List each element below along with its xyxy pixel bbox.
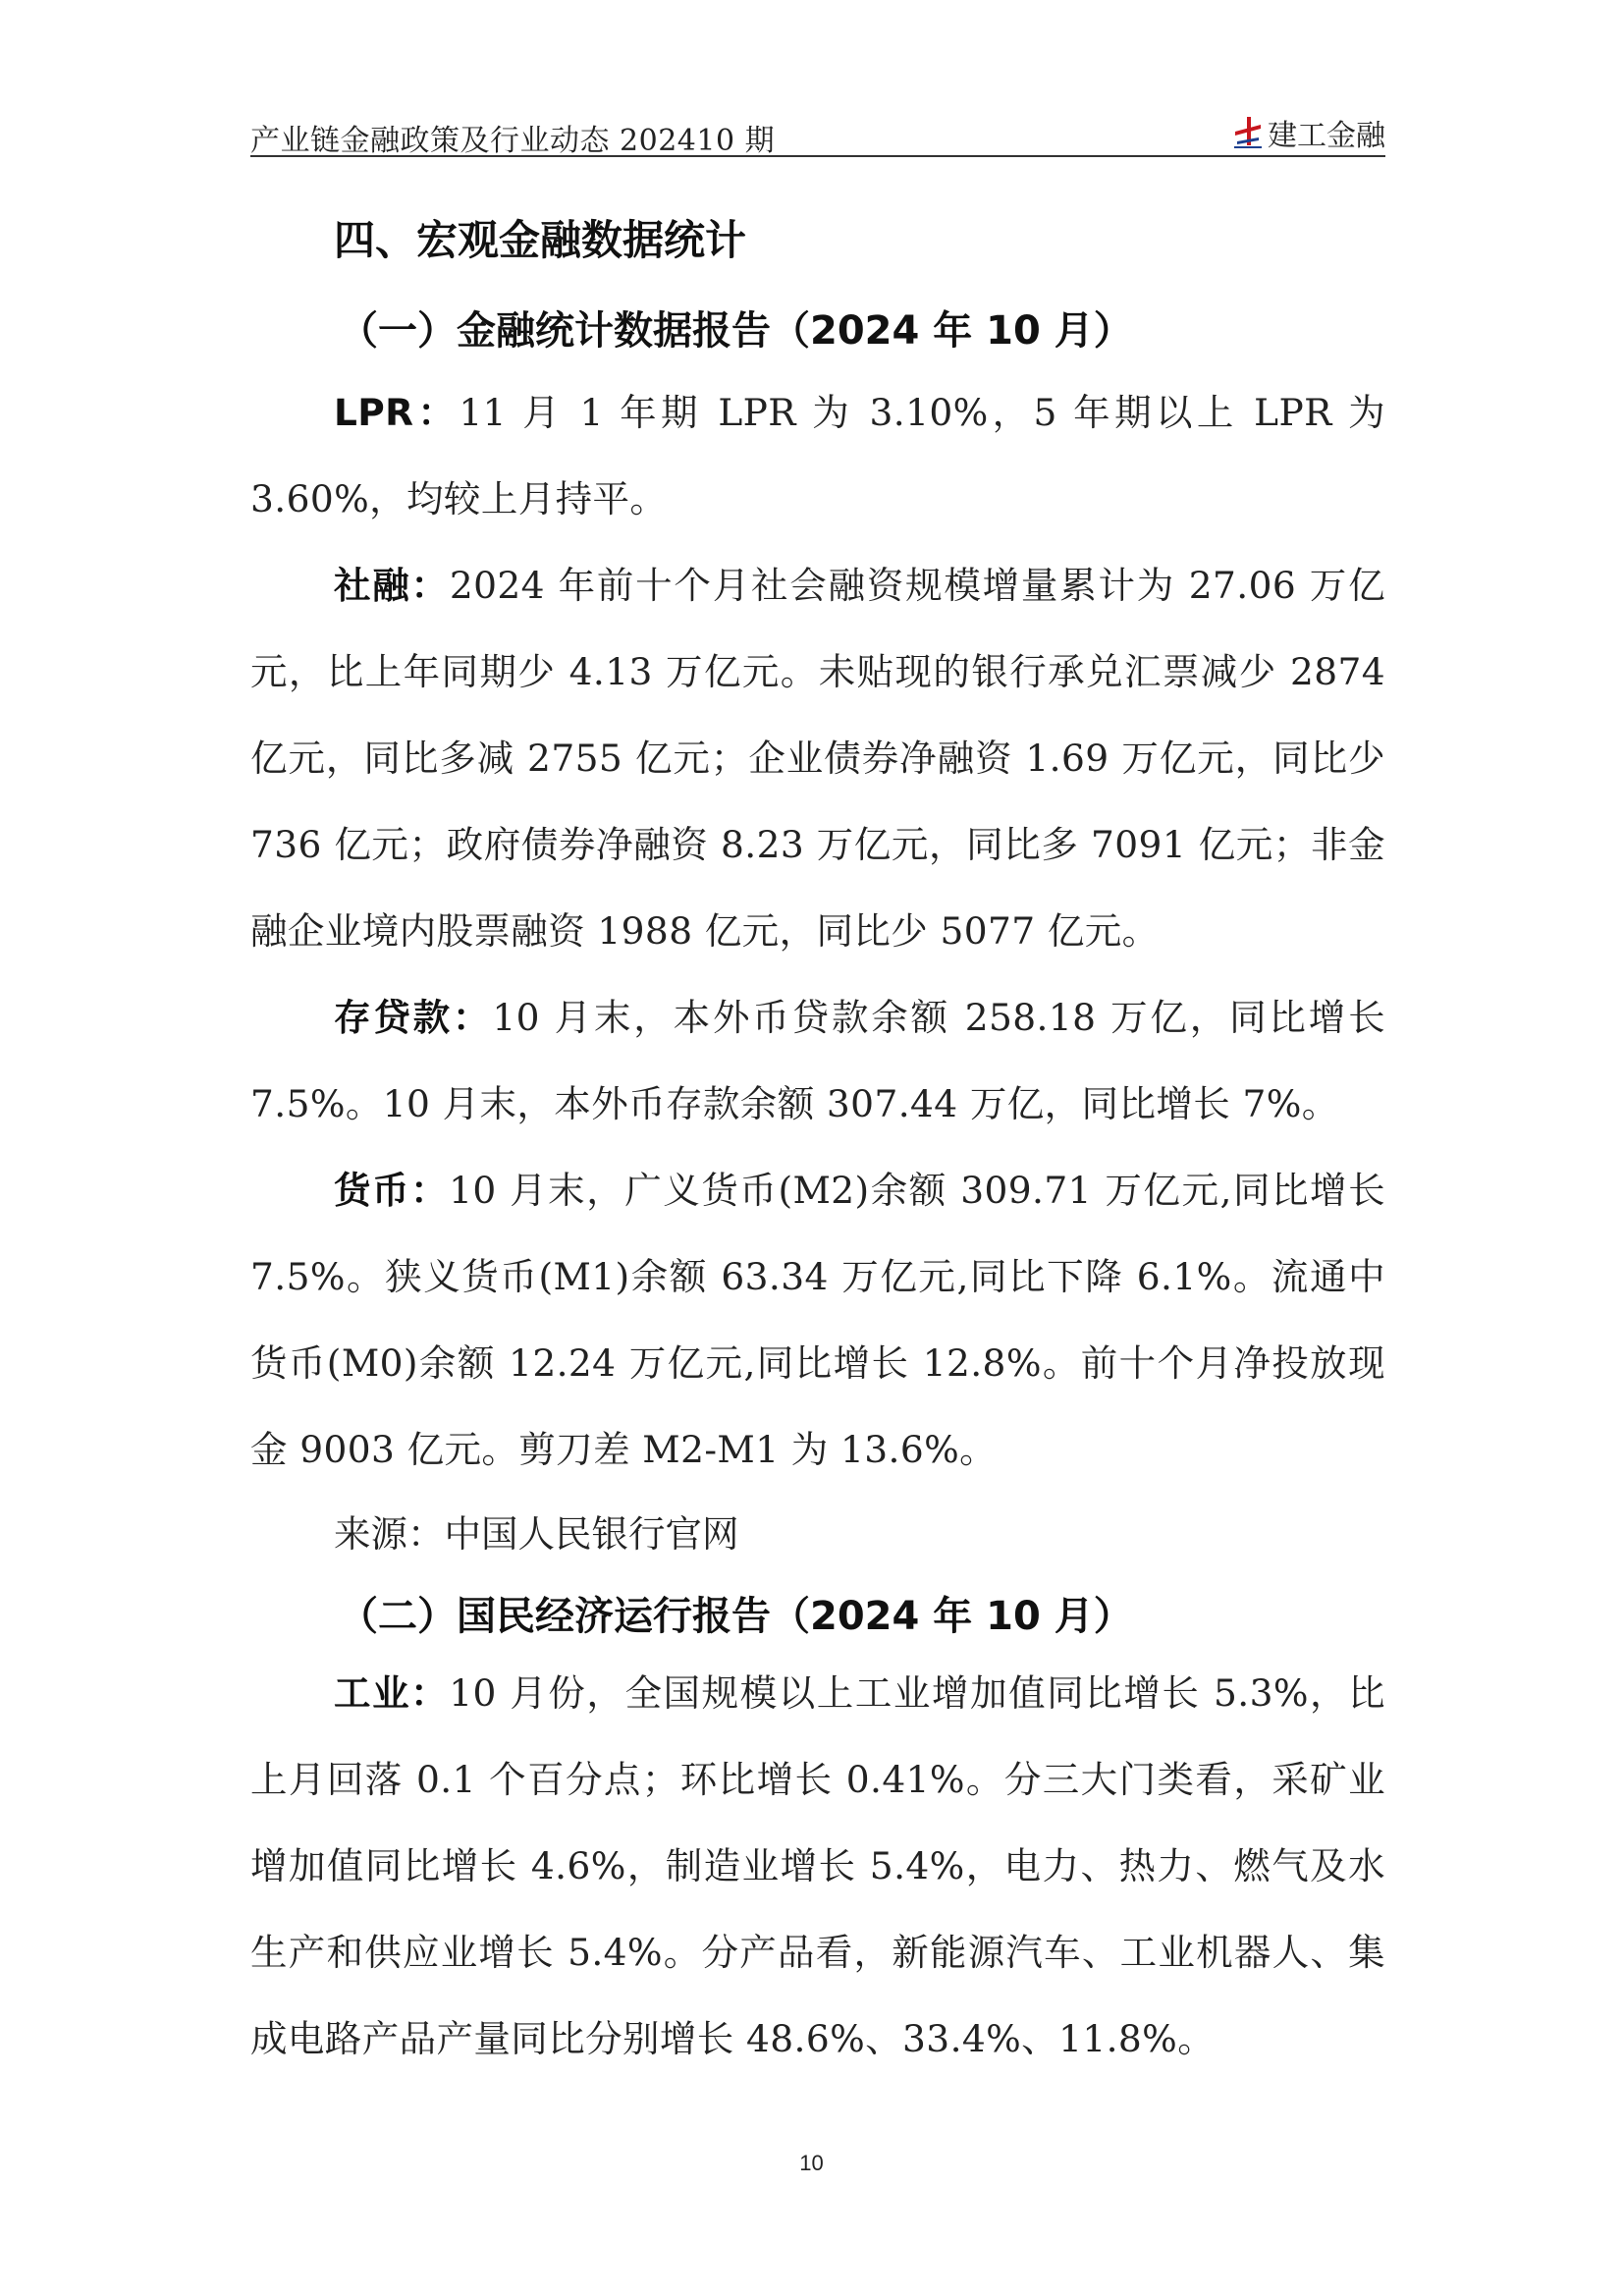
paragraph-text: 10 月末，广义货币(M2)余额 309.71 万亿元,同比增长 7.5%。狭义货币(M1)余额 63.34 万亿元,同比下降 6.1%。流通中货币(M0)余额 12.24 万亿元,同比增长 12.8%。前十个月净投放现金 9003 亿元。剪刀差 M2-M1 为 13.6%。 xyxy=(250,1169,1385,1471)
section-title: 四、宏观金融数据统计 xyxy=(334,216,747,264)
paragraph-industry xyxy=(250,1650,1385,2082)
paragraph-deposits-loans xyxy=(250,974,1385,1147)
paragraph-text: 10 月末，本外币贷款余额 258.18 万亿，同比增长 7.5%。10 月末，本外币存款余额 307.44 万亿，同比增长 7%。 xyxy=(250,996,1385,1125)
jiangong-logo-icon xyxy=(1232,116,1264,149)
header-title: 产业链金融政策及行业动态 202410 期 xyxy=(250,124,776,158)
source-note: 来源：中国人民银行官网 xyxy=(334,1512,739,1556)
paragraph-money-supply xyxy=(250,1147,1385,1493)
header-brand xyxy=(1232,114,1385,151)
paragraph-lead: 工业： xyxy=(334,1671,450,1715)
paragraph-lead: LPR： xyxy=(334,391,460,434)
page-header xyxy=(250,110,1385,157)
paragraph-lead: 货币： xyxy=(334,1169,450,1212)
subsection-title-economic-operation: （二）国民经济运行报告（2024 年 10 月） xyxy=(339,1594,1133,1639)
paragraph-lead: 社融： xyxy=(334,564,450,607)
subsection-title-financial-statistics: （一）金融统计数据报告（2024 年 10 月） xyxy=(339,308,1133,354)
brand-name: 建工金融 xyxy=(1268,119,1385,153)
paragraph-social-financing xyxy=(250,542,1385,974)
page-number: 10 xyxy=(799,2151,824,2175)
paragraph-text: 11 月 1 年期 LPR 为 3.10%，5 年期以上 LPR 为 3.60%，均较上月持平。 xyxy=(250,391,1385,520)
paragraph-text: 10 月份，全国规模以上工业增加值同比增长 5.3%，比上月回落 0.1 个百分点；环比增长 0.41%。分三大门类看，采矿业增加值同比增长 4.6%，制造业增长 5.4%，电力、热力、燃气及水生产和供应业增长 5.4%。分产品看，新能源汽车、工业机器人、集成电路产品产量同比分别增长 48.6%、33.4%、11.8%。 xyxy=(250,1671,1385,2060)
paragraph-lpr xyxy=(250,369,1385,542)
paragraph-lead: 存贷款： xyxy=(334,996,493,1039)
paragraph-text: 2024 年前十个月社会融资规模增量累计为 27.06 万亿元，比上年同期少 4.13 万亿元。未贴现的银行承兑汇票减少 2874 亿元，同比多减 2755 亿元；企业债券净融资 1.69 万亿元，同比少 736 亿元；政府债券净融资 8.23 万亿元，同比多 7091 亿元；非金融企业境内股票融资 1988 亿元，同比少 5077 亿元。 xyxy=(250,564,1385,953)
